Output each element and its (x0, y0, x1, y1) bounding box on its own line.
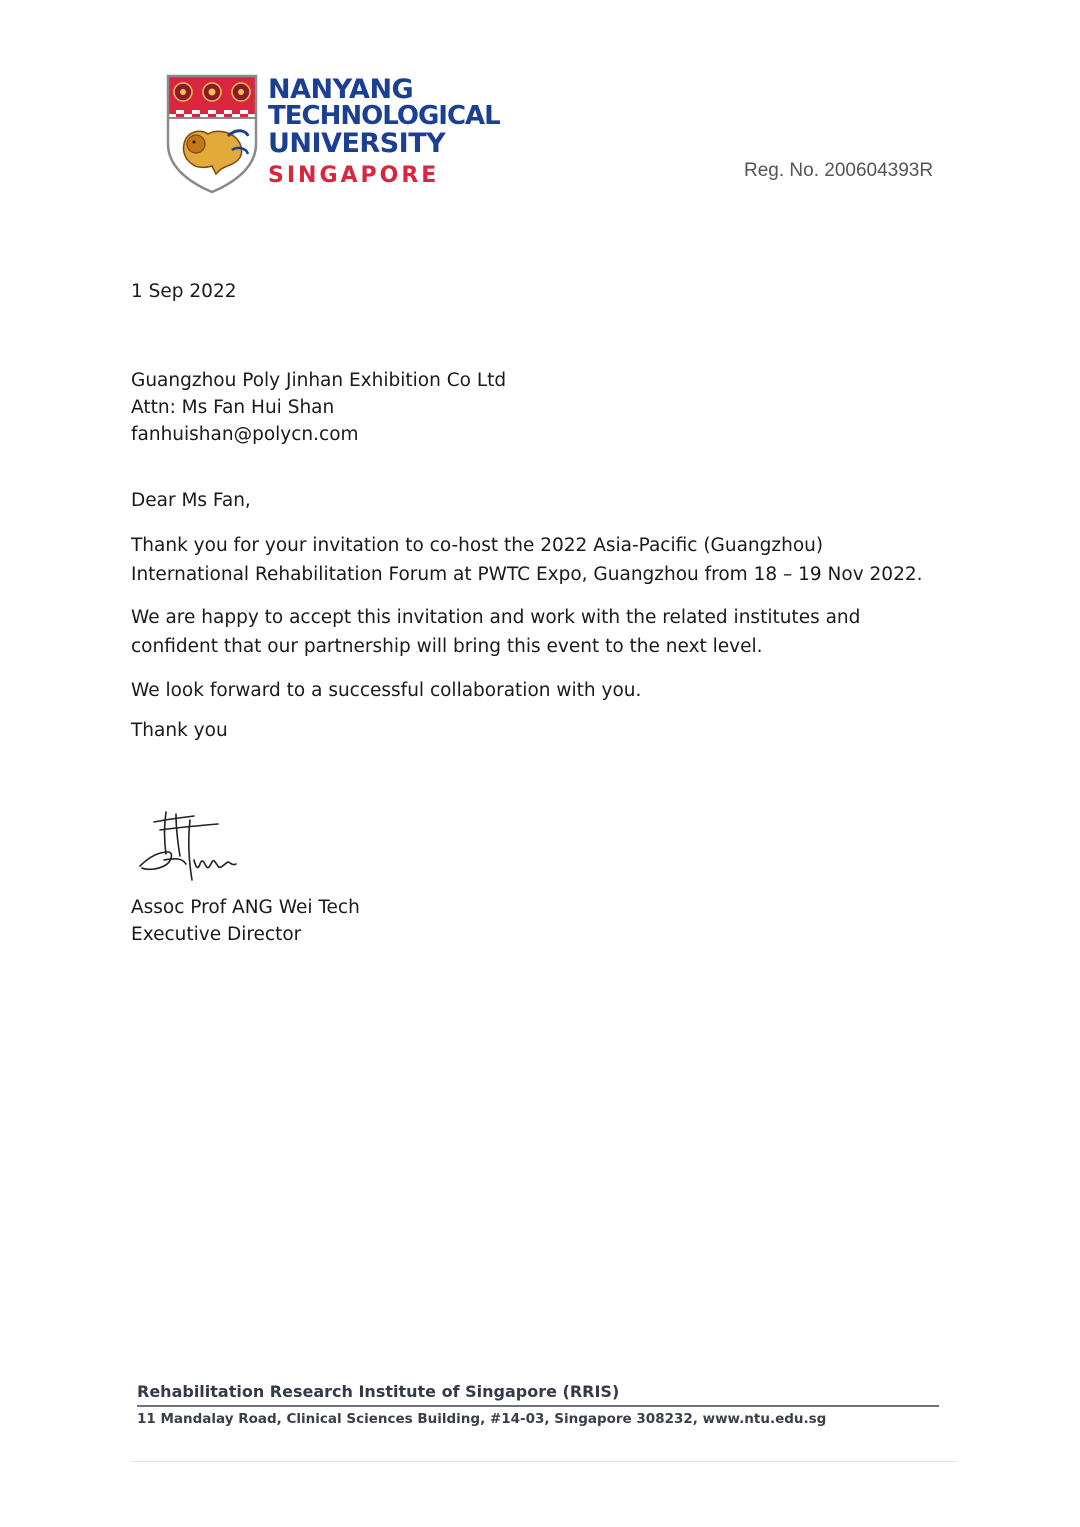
page-bottom-divider (131, 1461, 957, 1462)
registration-number: Reg. No. 200604393R (744, 160, 934, 181)
wordmark-line-2: TECHNOLOGICAL (268, 101, 500, 131)
recipient-block (131, 367, 506, 448)
footer-divider (137, 1405, 939, 1407)
paragraph-collaboration: We look forward to a successful collaboration with you. (131, 680, 642, 701)
recipient-organization: Guangzhou Poly Jinhan Exhibition Co Ltd (131, 370, 507, 391)
wordmark-line-1: NANYANG (268, 74, 414, 105)
wordmark-line-3: UNIVERSITY (268, 128, 446, 159)
footer-organization: Rehabilitation Research Institute of Singapore (RRIS) (137, 1382, 620, 1401)
salutation: Dear Ms Fan, (131, 490, 251, 511)
signer-block (131, 894, 360, 948)
signer-title: Executive Director (131, 924, 302, 945)
university-wordmark (268, 76, 498, 187)
wordmark-country: SINGAPORE (268, 163, 440, 188)
recipient-attention: Attn: Ms Fan Hui Shan (131, 397, 335, 418)
ntu-crest-logo (166, 74, 258, 194)
paragraph-acceptance: We are happy to accept this invitation and work with the related institutes and confident that our partnership will bring this event to the next level. (131, 607, 861, 657)
paragraph-invitation: Thank you for your invitation to co-host the 2022 Asia-Pacific (Guangzhou) International Rehabilitation Forum at PWTC Expo, Guangzhou from 18 – 19 Nov 2022. (131, 535, 923, 585)
footer-address: 11 Mandalay Road, Clinical Sciences Building, #14-03, Singapore 308232, www.ntu.edu.sg (137, 1411, 827, 1427)
handwritten-signature (134, 808, 240, 886)
closing: Thank you (131, 720, 228, 741)
letter-date: 1 Sep 2022 (131, 281, 237, 302)
recipient-email: fanhuishan@polycn.com (131, 424, 359, 445)
signer-name: Assoc Prof ANG Wei Tech (131, 897, 360, 918)
